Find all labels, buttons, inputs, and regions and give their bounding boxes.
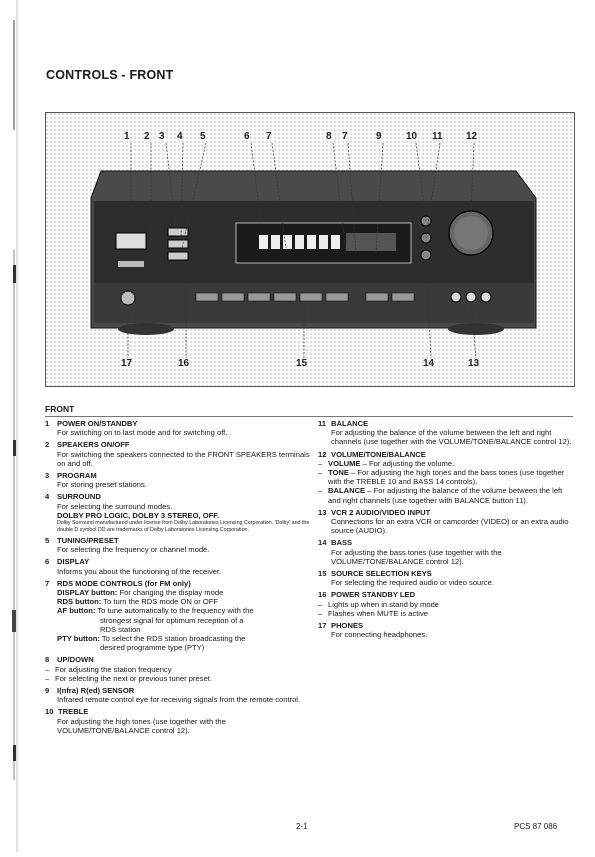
- callout-7: 7: [266, 131, 272, 142]
- item-12: 12 VOLUME/TONE/BALANCE – VOLUME – For adjusting the volume. – TONE – For adjusting the high tones and the bass tones (use together with the TREBLE 10 and BASS 14 controls). – BALANCE – For adjusting the balance of the volume between the left and right channels (use together with BALANCE button 11).: [318, 449, 565, 505]
- left-column: [45, 419, 313, 738]
- item-2: 2 SPEAKERS ON/OFF For switching the speakers connected to the FRONT SPEAKERS terminals on and off.: [45, 440, 310, 468]
- right-column: [318, 419, 573, 642]
- callout-17: 17: [121, 358, 133, 369]
- callout-4: 4: [177, 131, 183, 142]
- callout-14: 14: [423, 358, 435, 369]
- section-heading: FRONT: [45, 404, 75, 414]
- item-11: 11 BALANCE For adjusting the balance of the volume between the left and right channels (use together with the VOLUME/TONE/BALANCE control 12).: [318, 419, 572, 447]
- callout-15: 15: [296, 358, 308, 369]
- item-9: 9 I(nfra) R(ed) SENSOR Infrared remote control eye for receiving signals from the remote control.: [45, 686, 301, 705]
- item-5: 5 TUNING/PRESET For selecting the frequency or channel mode.: [45, 536, 210, 555]
- callout-16: 16: [178, 358, 190, 369]
- callout-13: 13: [468, 358, 480, 369]
- callout-11: 11: [432, 131, 443, 142]
- item-8: 8 UP/DOWN – For adjusting the station frequency – For selecting the next or previous tuner preset.: [45, 655, 213, 683]
- callout-12: 12: [466, 131, 478, 142]
- item-15: 15 SOURCE SELECTION KEYS For selecting the required audio or video source.: [318, 569, 494, 588]
- item-6: 6 DISPLAY Informs you about the functioning of the receiver.: [45, 557, 222, 576]
- item-14: 14 BASS For adjusting the bass tones (use together with the VOLUME/TONE/BALANCE control 12).: [318, 538, 502, 566]
- callout-6: 6: [244, 131, 250, 142]
- callout-2: 2: [144, 131, 150, 142]
- section-divider: [45, 416, 573, 417]
- page-number: 2-1: [296, 822, 308, 831]
- callout-3: 3: [159, 131, 165, 142]
- callout-10: 10: [406, 131, 418, 142]
- callout-5: 5: [200, 131, 206, 142]
- receiver-front-illustration: [45, 112, 575, 387]
- item-13: 13 VCR 2 AUDIO/VIDEO INPUT Connections for an extra VCR or camcorder (VIDEO) or an extra audio source (AUDIO).: [318, 507, 569, 536]
- item-3: 3 PROGRAM For storing preset stations.: [45, 471, 147, 490]
- document-code: PCS 87 086: [514, 822, 558, 831]
- item-10: 10 TREBLE For adjusting the high tones (use together with the VOLUME/TONE/BALANCE control 12).: [45, 707, 226, 735]
- page-title: CONTROLS - FRONT: [46, 68, 174, 82]
- item-16: 16 POWER STANDBY LED – Lights up when in stand by mode – Flashes when MUTE is active: [318, 590, 440, 618]
- callout-8: 8: [326, 131, 332, 142]
- item-4: 4 SURROUND For selecting the surround modes. DOLBY PRO LOGIC, DOLBY 3 STEREO, OFF. Dolby Surround manufactured under license from Dolby Laboratories Licensing Corporation. 'Dolby' and the double D symbol DD are trademarks of Dolby Laboratories Licensing Corporation.: [45, 492, 310, 533]
- item-17: 17 PHONES For connecting headphones.: [318, 621, 428, 640]
- binder-edge: [0, 0, 22, 852]
- callout-7b: 7: [342, 131, 348, 142]
- callout-1: 1: [124, 131, 130, 142]
- item-7: 7 RDS MODE CONTROLS (for FM only) DISPLAY button: For changing the display mode RDS button: To turn the RDS mode ON or OFF AF button: To tune automatically to the frequency with the strongest signal for optimum reception of a RDS station PTY button: To select the RDS station broadcasting the desired programme type (PTY): [45, 578, 254, 653]
- item-1: 1 POWER ON/STANDBY For switching on to last mode and for switching off.: [45, 419, 228, 438]
- callout-9: 9: [376, 131, 382, 142]
